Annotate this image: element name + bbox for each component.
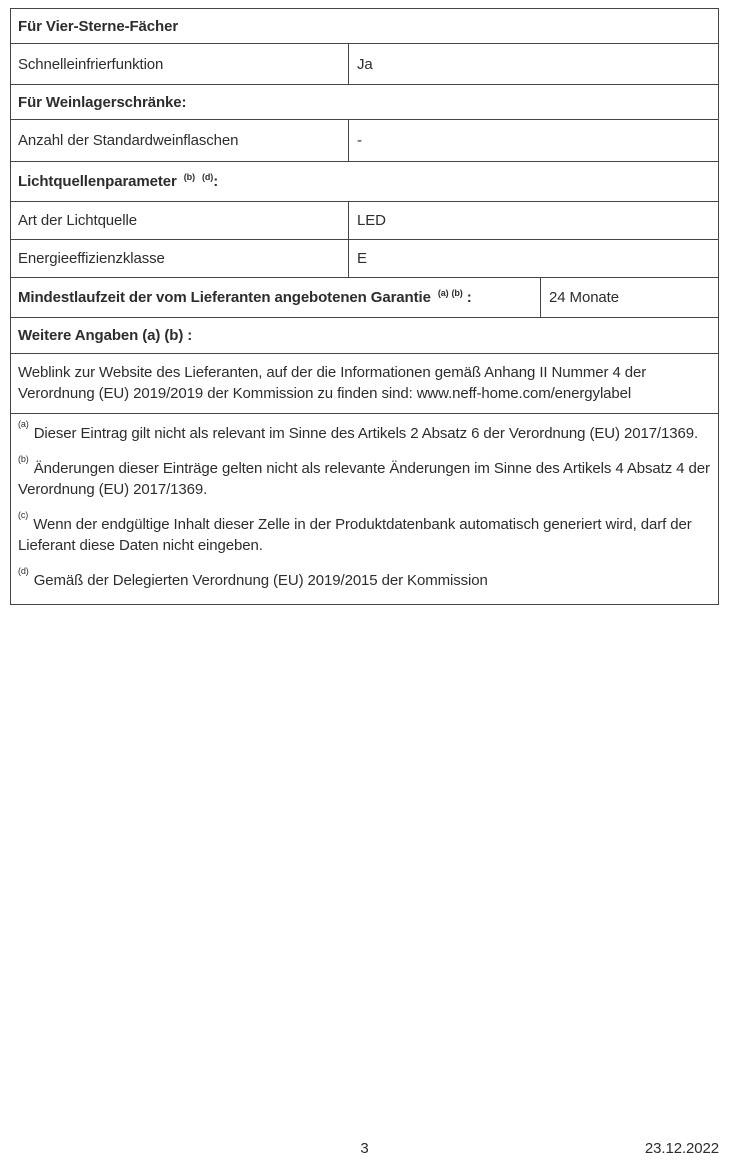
footnote-b: [18, 454, 710, 500]
footer-date: 23.12.2022: [644, 1140, 719, 1157]
section-label: Lichtquellenparameter: [18, 173, 177, 190]
section-header-light-source: Lichtquellenparameter $^{(b)}$ $^{(d)}$ :: [18, 171, 219, 190]
footnote-a-text: Dieser Eintrag gilt nicht als relevant im Sinne des Artikels 2 Absatz 6 der Verordnung (EU) 2017/1369.: [33, 425, 699, 442]
footnote-d-marker: (d): [18, 566, 29, 576]
footnote-b-text: Änderungen dieser Einträge gelten nicht als relevante Änderungen im Sinne des Artikels 4 Absatz 4 der Verordnung (EU) 2017/1369.: [18, 460, 710, 498]
row-label-light-source-type: Art der Lichtquelle: [11, 202, 349, 239]
footnotes-block: [11, 414, 718, 604]
row-label-warranty: Mindestlaufzeit der vom Lieferanten angebotenen Garantie $^{(a)}$ $^{(b)}$ :: [11, 278, 541, 317]
page-number: 3: [360, 1140, 369, 1157]
table-row: [11, 318, 718, 354]
table-row: [11, 44, 718, 85]
footnote-d-text: Gemäß der Delegierten Verordnung (EU) 2019/2015 der Kommission: [33, 572, 488, 589]
section-header-further-details: Weitere Angaben (a) (b) :: [18, 327, 193, 344]
footnote-b-marker: (b): [18, 454, 29, 464]
row-value-wine-bottles: -: [357, 132, 362, 149]
supplier-weblink-text: Weblink zur Website des Lieferanten, auf der die Informationen gemäß Anhang II Nummer 4 der Verordnung (EU) 2019/2019 der Kommission zu finden sind: www.neff-home.com/energylabel: [18, 364, 647, 402]
table-row: [11, 354, 718, 414]
row-label-suffix: :: [466, 289, 472, 306]
row-label-wine-bottles: Anzahl der Standardweinflaschen: [11, 120, 349, 161]
table-row: [11, 120, 718, 162]
table-row: [11, 414, 718, 604]
footnote-a: [18, 419, 710, 444]
row-label-text: Mindestlaufzeit der vom Lieferanten angebotenen Garantie: [18, 289, 431, 306]
footnote-c: [18, 510, 710, 556]
table-row: [11, 162, 718, 202]
footnote-d: [18, 566, 710, 591]
table-row: [11, 85, 718, 120]
footnote-c-marker: (c): [18, 510, 29, 520]
row-value-warranty: 24 Monate: [549, 289, 619, 306]
table-row: [11, 278, 718, 318]
row-value-fast-freeze: Ja: [357, 55, 373, 73]
section-header-wine-storage: Für Weinlagerschränke:: [18, 93, 187, 111]
table-row: [11, 202, 718, 240]
row-value-light-source-type: LED: [357, 212, 386, 229]
product-datasheet-table: [10, 8, 719, 605]
row-label-fast-freeze: Schnelleinfrierfunktion: [11, 44, 349, 84]
footnote-a-marker: (a): [18, 419, 29, 429]
section-header-four-star: Für Vier-Sterne-Fächer: [18, 17, 179, 35]
row-value-energy-class: E: [357, 250, 367, 267]
row-label-energy-class: Energieeffizienzklasse: [11, 240, 349, 277]
table-row: [11, 240, 718, 278]
page-footer: [10, 1140, 719, 1157]
section-suffix: :: [213, 173, 219, 190]
table-row: [11, 9, 718, 44]
footnote-c-text: Wenn der endgültige Inhalt dieser Zelle in der Produktdatenbank automatisch generiert wird, darf der Lieferant diese Daten nicht eingeben.: [18, 516, 692, 554]
